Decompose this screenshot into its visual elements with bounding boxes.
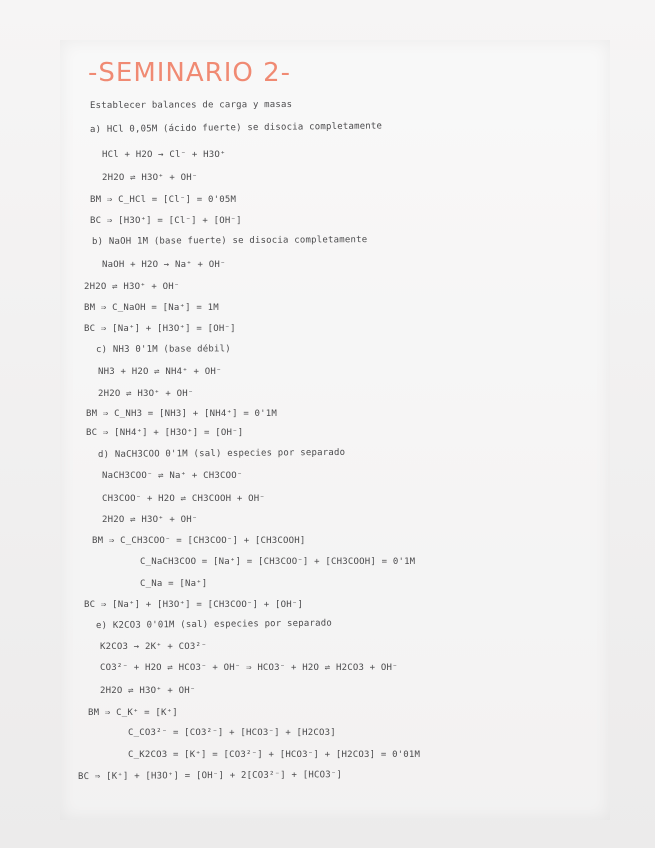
mass-balance-line: C_NaCH3COO = [Na⁺] = [CH3COO⁻] + [CH3COOH] = 0'1M xyxy=(140,557,416,567)
charge-balance-line: BC ⇒ [K⁺] + [H3O⁺] = [OH⁻] + 2[CO3²⁻] + [HCO3⁻] xyxy=(77,770,343,782)
mass-balance-line: C_CO3²⁻ = [CO3²⁻] + [HCO3⁻] + [H2CO3] xyxy=(128,728,336,738)
charge-balance-line: BC ⇒ [H3O⁺] = [Cl⁻] + [OH⁻] xyxy=(90,216,242,226)
note-line: c) NH3 0'1M (base débil) xyxy=(95,344,231,355)
equation-line: 2H2O ⇌ H3O⁺ + OH⁻ xyxy=(84,282,180,292)
equation-line: CO3²⁻ + H2O ⇌ HCO3⁻ + OH⁻ ⇒ HCO3⁻ + H2O ⇌ H2CO3 + OH⁻ xyxy=(100,663,398,673)
note-line: d) NaCH3COO 0'1M (sal) especies por separado xyxy=(97,447,346,460)
equation-line: NaOH + H2O → Na⁺ + OH⁻ xyxy=(102,260,226,270)
mass-balance-line: BM ⇒ C_K⁺ = [K⁺] xyxy=(88,708,178,718)
equation-line: HCl + H2O → Cl⁻ + H3O⁺ xyxy=(102,150,226,160)
mass-balance-line: BM ⇒ C_NaOH = [Na⁺] = 1M xyxy=(84,303,219,313)
charge-balance-line: BC ⇒ [Na⁺] + [H3O⁺] = [OH⁻] xyxy=(84,324,236,334)
note-line: e) K2CO3 0'01M (sal) especies por separado xyxy=(95,618,333,631)
charge-balance-line: BC ⇒ [NH4⁺] + [H3O⁺] = [OH⁻] xyxy=(86,428,244,438)
mass-balance-line: BM ⇒ C_NH3 = [NH3] + [NH4⁺] = 0'1M xyxy=(86,409,278,419)
mass-balance-line: BM ⇒ C_HCl = [Cl⁻] = 0'05M xyxy=(90,195,237,205)
equation-line: 2H2O ⇌ H3O⁺ + OH⁻ xyxy=(100,686,196,696)
equation-line: 2H2O ⇌ H3O⁺ + OH⁻ xyxy=(102,515,198,525)
equation-line: CH3COO⁻ + H2O ⇌ CH3COOH + OH⁻ xyxy=(102,494,265,504)
equation-line: NH3 + H2O ⇌ NH4⁺ + OH⁻ xyxy=(98,367,222,377)
equation-line: 2H2O ⇌ H3O⁺ + OH⁻ xyxy=(98,389,194,399)
note-line: a) HCl 0,05M (ácido fuerte) se disocia completamente xyxy=(89,121,383,135)
equation-line: 2H2O ⇌ H3O⁺ + OH⁻ xyxy=(102,173,198,183)
equation-line: K2CO3 → 2K⁺ + CO3²⁻ xyxy=(100,642,207,652)
equation-line: NaCH3COO⁻ ⇌ Na⁺ + CH3COO⁻ xyxy=(102,471,243,481)
page-title: -SEMINARIO 2- xyxy=(88,58,292,88)
charge-balance-line: BC ⇒ [Na⁺] + [H3O⁺] = [CH3COO⁻] + [OH⁻] xyxy=(84,600,304,610)
mass-balance-line: C_K2CO3 = [K⁺] = [CO3²⁻] + [HCO3⁻] + [H2CO3] = 0'01M xyxy=(128,750,421,760)
mass-balance-line: BM ⇒ C_CH3COO⁻ = [CH3COO⁻] + [CH3COOH] xyxy=(92,536,306,546)
mass-balance-line: C_Na = [Na⁺] xyxy=(140,579,208,589)
note-line: b) NaOH 1M (base fuerte) se disocia completamente xyxy=(91,235,368,247)
instruction-line: Establecer balances de carga y masas xyxy=(89,99,293,111)
